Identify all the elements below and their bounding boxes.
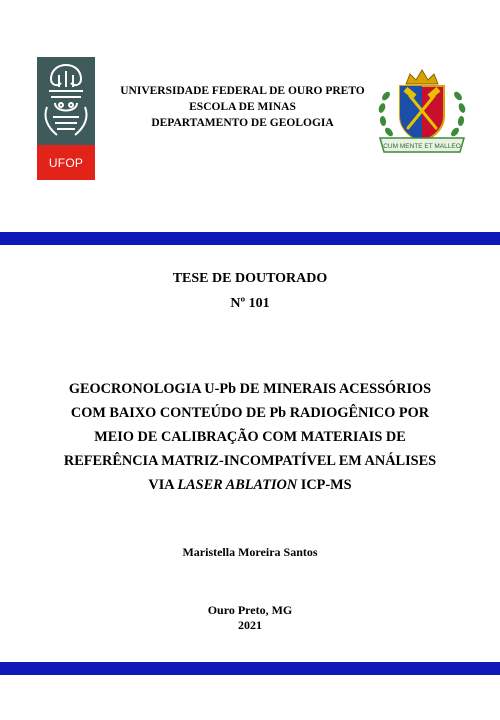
title-line-5-suffix: ICP-MS bbox=[297, 477, 352, 493]
institution-header bbox=[100, 83, 385, 131]
year: 2021 bbox=[238, 618, 262, 632]
title-line-4: REFERÊNCIA MATRIZ-INCOMPATÍVEL EM ANÁLISES bbox=[63, 453, 437, 469]
crest-ribbon-text: CUM MENTE ET MALLEO bbox=[383, 143, 461, 150]
title-line-1: GEOCRONOLOGIA U-Pb DE MINERAIS ACESSÓRIOS bbox=[68, 381, 432, 397]
ufop-emblem bbox=[37, 57, 95, 145]
ufop-logo bbox=[37, 57, 95, 180]
title-line-2: COM BAIXO CONTEÚDO DE Pb RADIOGÊNICO POR bbox=[70, 405, 430, 421]
title-line-5 bbox=[40, 473, 460, 497]
title-line-5-prefix: VIA bbox=[148, 477, 178, 493]
department-name: DEPARTAMENTO DE GEOLOGIA bbox=[151, 117, 334, 129]
university-name: UNIVERSIDADE FEDERAL DE OURO PRETO bbox=[120, 85, 365, 97]
title-line-3: MEIO DE CALIBRAÇÃO COM MATERIAIS DE bbox=[94, 429, 406, 445]
title-line-5-italic: LASER ABLATION bbox=[177, 477, 298, 493]
place: Ouro Preto, MG bbox=[207, 603, 293, 617]
top-blue-bar bbox=[0, 232, 500, 245]
bottom-blue-bar bbox=[0, 662, 500, 675]
author-name: Maristella Moreira Santos bbox=[182, 545, 318, 559]
thesis-type: TESE DE DOUTORADO bbox=[172, 271, 328, 286]
ufop-emblem-icon bbox=[37, 57, 95, 145]
ufop-logo-text: UFOP bbox=[37, 145, 95, 180]
thesis-number: Nº 101 bbox=[230, 296, 270, 311]
escola-de-minas-crest bbox=[372, 66, 472, 158]
school-name: ESCOLA DE MINAS bbox=[189, 101, 296, 113]
crest-icon bbox=[372, 66, 472, 158]
thesis-title bbox=[40, 377, 460, 497]
